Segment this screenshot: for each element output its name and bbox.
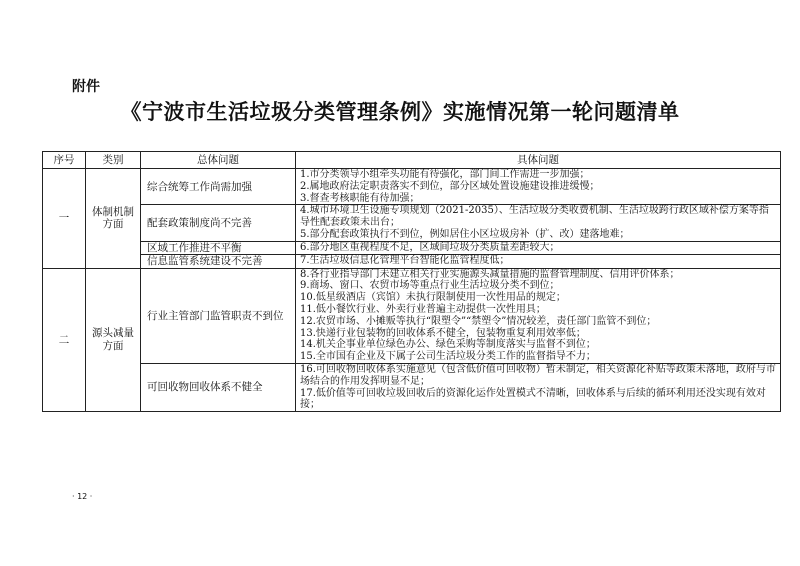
table-row — [43, 241, 781, 254]
specific-issues — [296, 255, 781, 268]
issue-item: 11.低小餐饮行业、外卖行业普遍主动提供一次性用具； — [300, 303, 546, 315]
header-specific: 具体问题 — [296, 152, 781, 169]
issue-item: 8.各行业指导部门未建立相关行业实施源头减量措施的监督管理制度、信用评价体系； — [300, 268, 680, 280]
specific-issues — [296, 169, 781, 205]
general-issue: 行业主管部门监管职责不到位 — [141, 268, 296, 363]
table-row — [43, 169, 781, 205]
issue-item: 9.商场、窗口、农贸市场等重点行业生活垃圾分类不到位； — [300, 280, 560, 292]
table-row — [43, 363, 781, 411]
issue-item: 2.属地政府法定职责落实不到位，部分区域处置设施建设推进缓慢； — [300, 180, 600, 192]
section-seq: 二 — [43, 268, 86, 412]
table-row — [43, 268, 781, 363]
general-issue: 综合统筹工作尚需加强 — [141, 169, 296, 205]
header-seq: 序号 — [43, 152, 86, 169]
attachment-label: 附件 — [72, 79, 100, 95]
issue-item: 10.低星级酒店（宾馆）未执行限制使用一次性用品的规定； — [300, 292, 566, 304]
section-category: 体制机制方面 — [86, 169, 141, 269]
specific-issues — [296, 268, 781, 363]
general-issue: 信息监管系统建设不完善 — [141, 255, 296, 268]
specific-issues — [296, 241, 781, 254]
header-category: 类别 — [86, 152, 141, 169]
issue-item: 5.部分配套政策执行不到位，例如居住小区垃圾房补（扩、改）建落地难； — [300, 228, 630, 240]
table-header-row — [43, 152, 781, 169]
document-title: 《宁波市生活垃圾分类管理条例》实施情况第一轮问题清单 — [120, 100, 680, 124]
specific-issues — [296, 205, 781, 241]
issue-item: 13.快递行业包装物的回收体系不健全，包装物重复利用效率低； — [300, 327, 586, 339]
specific-issues — [296, 363, 781, 411]
issue-item: 6.部分地区重视程度不足，区域间垃圾分类质量差距较大； — [300, 242, 560, 254]
issue-item: 16.可回收物回收体系实施意见（包含低价值可回收物）暂未制定，相关资源化补贴等政策未落地，政府与市场结合的作用发挥明显不足； — [300, 363, 776, 387]
issue-item: 17.低价值等可回收垃圾回收后的资源化运作处置模式不清晰，回收体系与后续的循环利用还没实现有效对接； — [300, 387, 766, 411]
general-issue: 可回收物回收体系不健全 — [141, 363, 296, 411]
issue-item: 7.生活垃圾信息化管理平台智能化监管程度低； — [300, 255, 510, 267]
issue-table — [42, 151, 781, 412]
issue-item: 12.农贸市场、小摊贩等执行“限塑令”“禁塑令”情况较差，责任部门监管不到位； — [300, 315, 657, 327]
section-seq: 一 — [43, 169, 86, 269]
section-category: 源头减量方面 — [86, 268, 141, 412]
header-general: 总体问题 — [141, 152, 296, 169]
issue-item: 4.城市环境卫生设施专项规划（2021-2035）、生活垃圾分类收费机制、生活垃圾跨行政区域补偿方案等指导性配套政策未出台； — [300, 205, 769, 229]
table-row — [43, 255, 781, 268]
general-issue: 配套政策制度尚不完善 — [141, 205, 296, 241]
issue-item: 3.督查考核职能有待加强； — [300, 192, 420, 204]
page-number: · 12 · — [72, 492, 93, 501]
table-row — [43, 205, 781, 241]
issue-item: 1.市分类领导小组牵头功能有待强化，部门间工作需进一步加强； — [300, 169, 590, 180]
issue-item: 15.全市国有企业及下属子公司生活垃圾分类工作的监督指导不力； — [300, 351, 596, 363]
issue-item: 14.机关企事业单位绿色办公、绿色采购等制度落实与监督不到位； — [300, 339, 596, 351]
general-issue: 区域工作推进不平衡 — [141, 241, 296, 254]
